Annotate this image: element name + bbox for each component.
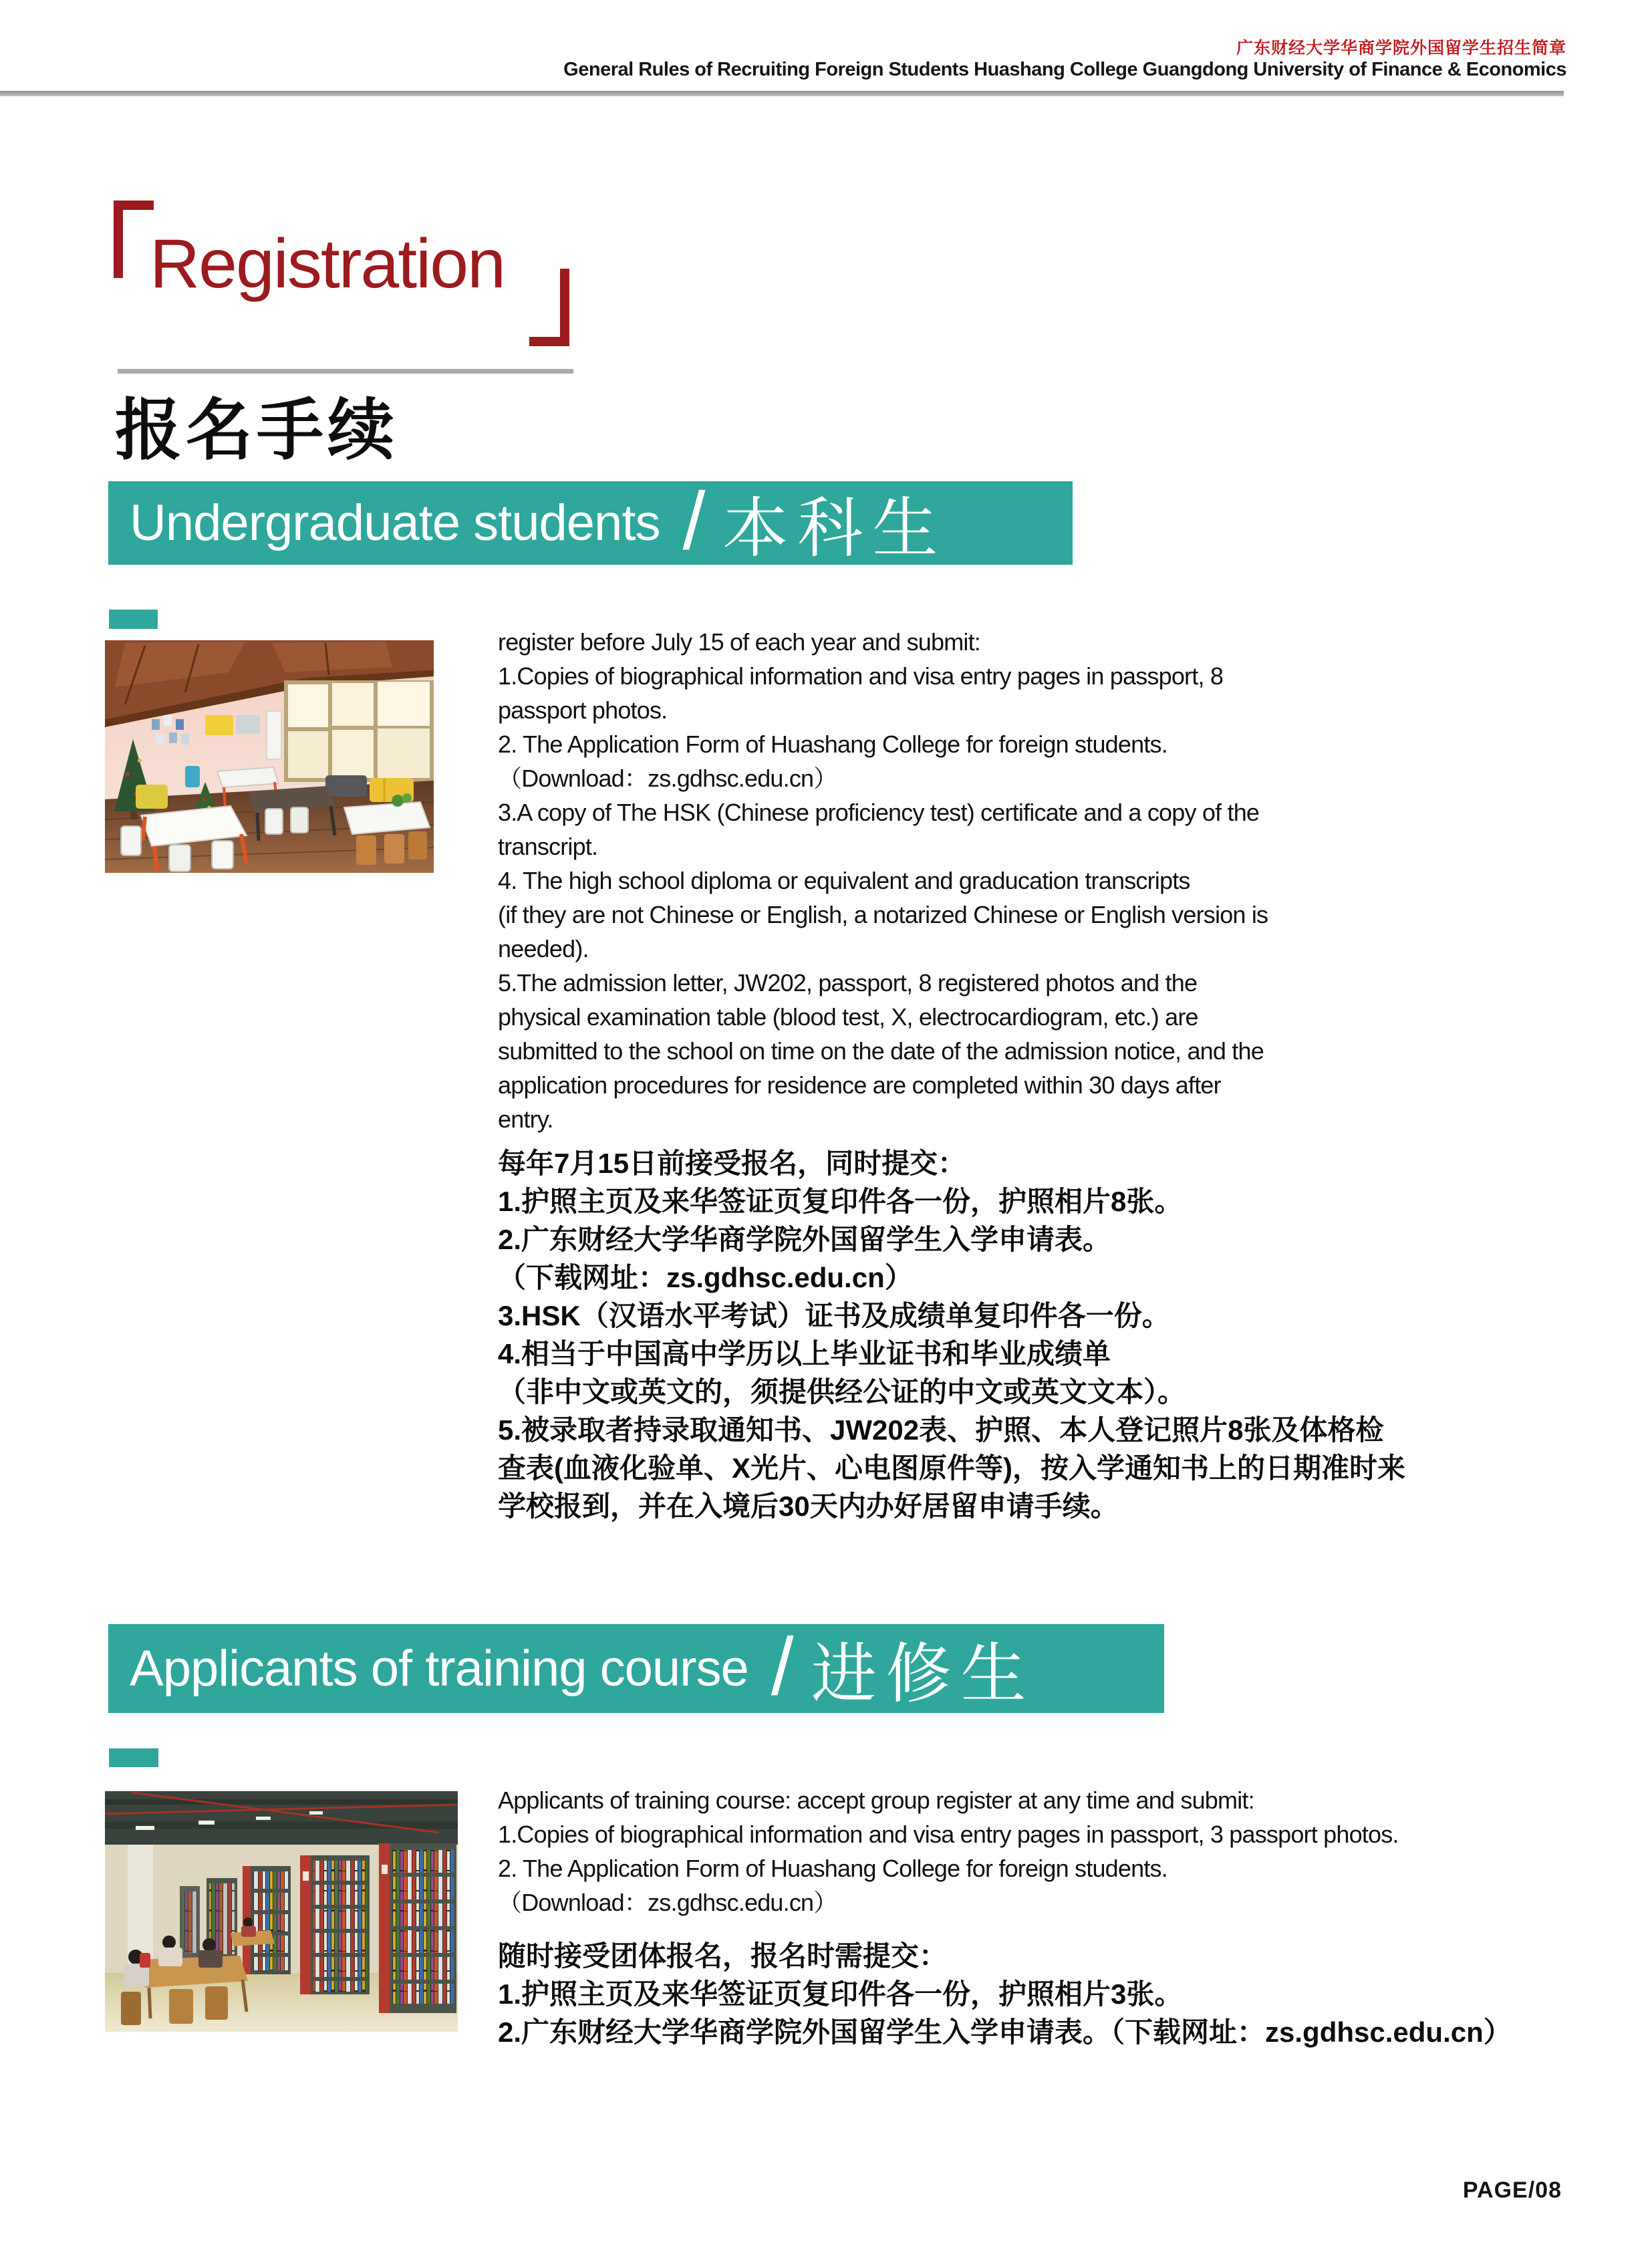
text-line: （下载网址：zs.gdhsc.edu.cn） (498, 1262, 913, 1293)
banner-label-chinese: 本科生 (722, 491, 948, 567)
text-line: 1.Copies of biographical information and visa entry pages in passport, 8 (498, 662, 1224, 690)
training-english-text (498, 1783, 1580, 1919)
text-line: needed). (498, 935, 589, 962)
text-line: （Download：zs.gdhsc.edu.cn） (498, 1889, 837, 1916)
text-line: （非中文或英文的，须提供经公证的中文或英文文本）。 (498, 1376, 1186, 1408)
text-line: Applicants of training course: accept group register at any time and submit: (498, 1786, 1254, 1814)
training-chinese-text (498, 1937, 1621, 2051)
text-line: physical examination table (blood test, X, electrocardiogram, etc.) are (498, 1003, 1198, 1031)
banner-separator: / (771, 1620, 794, 1712)
text-line: 2.广东财经大学华商学院外国留学生入学申请表。（下载网址：zs.gdhsc.edu.cn） (498, 2016, 1512, 2048)
text-line: 1.Copies of biographical information and visa entry pages in passport, 3 passport photos. (498, 1821, 1399, 1848)
text-line: 5.The admission letter, JW202, passport, 8 registered photos and the (498, 969, 1198, 997)
section-marker (109, 1748, 158, 1767)
banner-separator: / (682, 475, 706, 566)
banner-label-chinese: 进修生 (811, 1636, 1036, 1712)
text-line: 学校报到，并在入境后30天内办好居留申请手续。 (498, 1490, 1119, 1522)
text-line: transcript. (498, 833, 598, 860)
library-illustration (105, 1791, 458, 2032)
corner-bracket-close (529, 269, 569, 346)
page-title-english: Registration (150, 225, 505, 303)
text-line: submitted to the school on time on the date of the admission notice, and the (498, 1037, 1264, 1065)
header-divider-line (0, 91, 1564, 96)
text-line: passport photos. (498, 696, 668, 724)
corner-bracket-open (114, 201, 154, 278)
text-line: (if they are not Chinese or English, a notarized Chinese or English version is (498, 901, 1268, 928)
text-line: application procedures for residence are completed within 30 days after (498, 1071, 1221, 1099)
section-banner-undergraduate (108, 475, 1073, 567)
text-line: 4.相当于中国高中学历以上毕业证书和毕业成绩单 (498, 1338, 1111, 1369)
text-line: entry. (498, 1105, 553, 1133)
text-line: 随时接受团体报名，报名时需提交： (498, 1940, 948, 1972)
text-line: 3.HSK（汉语水平考试）证书及成绩单复印件各一份。 (498, 1300, 1170, 1331)
text-line: 2.广东财经大学华商学院外国留学生入学申请表。 (498, 1224, 1111, 1255)
title-underline (118, 369, 573, 374)
banner-label-english: Applicants of training course (130, 1640, 748, 1697)
text-line: 查表(血液化验单、X光片、心电图原件等)，按入学通知书上的日期准时来 (498, 1452, 1405, 1484)
text-line: 1.护照主页及来华签证页复印件各一份，护照相片8张。 (498, 1186, 1183, 1217)
text-line: register before July 15 of each year and submit: (498, 628, 981, 656)
text-line: 每年7月15日前接受报名，同时提交： (498, 1148, 966, 1179)
study-room-photo (105, 640, 434, 873)
page-number: PAGE/08 (1462, 2177, 1562, 2203)
library-photo (105, 1791, 458, 2032)
study-room-illustration (105, 640, 434, 873)
banner-label-english: Undergraduate students (130, 495, 660, 551)
text-line: 5.被录取者持录取通知书、JW202表、护照、本人登记照片8张及体格检 (498, 1414, 1384, 1446)
text-line: 3.A copy of The HSK (Chinese proficiency test) certificate and a copy of the (498, 799, 1260, 826)
header-title-chinese: 广东财经大学华商学院外国留学生招生简章 (1236, 39, 1566, 57)
text-line: （Download：zs.gdhsc.edu.cn） (498, 765, 837, 792)
text-line: 2. The Application Form of Huashang College for foreign students. (498, 1855, 1167, 1882)
undergraduate-english-text (498, 625, 1487, 1136)
undergraduate-chinese-text (498, 1144, 1601, 1525)
section-marker (109, 610, 158, 629)
header-title-english: General Rules of Recruiting Foreign Students Huashang College Guangdong University of Finance & Economics (563, 59, 1566, 80)
text-line: 4. The high school diploma or equivalent and graducation transcripts (498, 867, 1190, 894)
page-title-chinese: 报名手续 (115, 390, 398, 469)
text-line: 2. The Application Form of Huashang College for foreign students. (498, 731, 1167, 758)
section-banner-training (108, 1620, 1164, 1713)
text-line: 1.护照主页及来华签证页复印件各一份，护照相片3张。 (498, 1978, 1183, 2010)
